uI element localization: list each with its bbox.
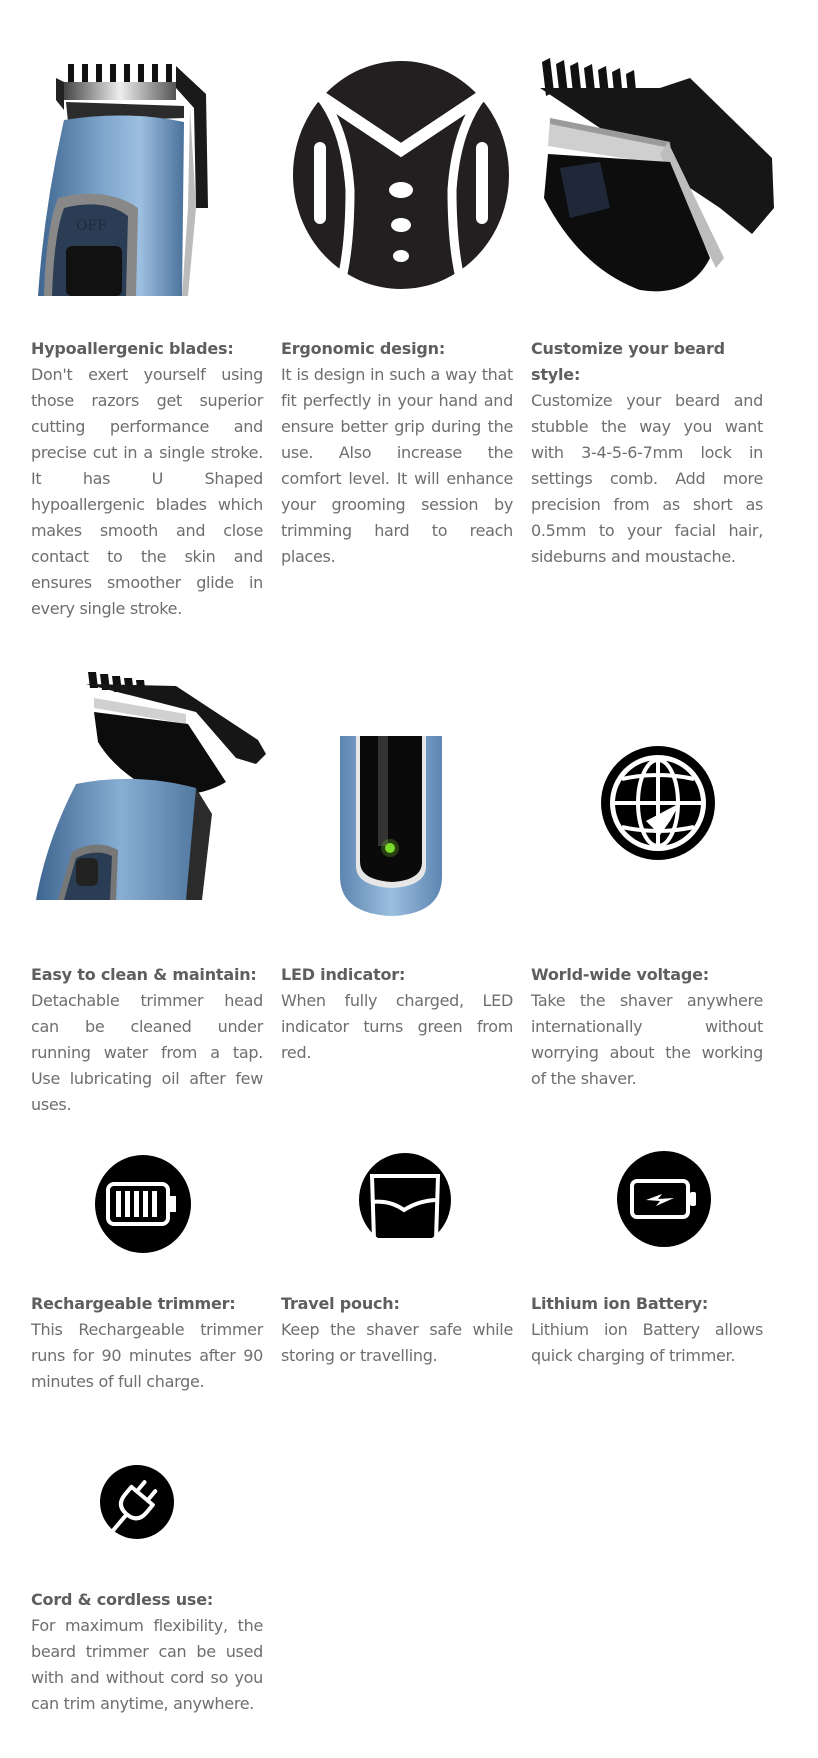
feature-title: Hypoallergenic blades: — [31, 339, 234, 358]
feature-title: Travel pouch: — [281, 1294, 400, 1313]
feature-description: Keep the shaver safe while storing or travelling. — [281, 1320, 513, 1365]
feature-description: For maximum flexibility, the beard trimmer can be used with and without cord so you can trim anytime, anywhere. — [31, 1616, 263, 1713]
battery-charging-icon — [616, 1150, 712, 1248]
pouch-icon — [358, 1152, 452, 1248]
battery-full-icon — [94, 1154, 192, 1254]
globe-icon — [600, 745, 720, 863]
feature-title: Rechargeable trimmer: — [31, 1294, 236, 1313]
feature-title: Ergonomic design: — [281, 339, 446, 358]
led-indicator-image — [338, 736, 444, 916]
feature-title: World-wide voltage: — [531, 965, 709, 984]
off-switch-label: OFF — [76, 218, 107, 234]
feature-description: When fully charged, LED indicator turns green from red. — [281, 991, 513, 1062]
feature-cord-cordless — [31, 1587, 263, 1717]
feature-title: Customize your beard style: — [531, 339, 725, 384]
detachable-head-image — [36, 672, 266, 900]
feature-description: Don't exert yourself using those razors get superior cutting performance and precise cut in a single stroke. It has U Shaped hypoallergenic blades which makes smooth and close contact to the skin and ensures smoother glide in every single stroke. — [31, 365, 263, 618]
feature-description: Lithium ion Battery allows quick charging of trimmer. — [531, 1320, 763, 1365]
feature-led-indicator — [281, 962, 513, 1066]
feature-description: It is design in such a way that fit perfectly in your hand and ensure better grip during the use. Also increase the comfort level. It will enhance your grooming session by trimming hard to reach places. — [281, 365, 513, 566]
feature-hypoallergenic-blades — [31, 336, 263, 622]
feature-ergonomic-design — [281, 336, 513, 570]
feature-description: Take the shaver anywhere internationally without worrying about the working of the shaver. — [531, 991, 763, 1088]
feature-world-wide-voltage — [531, 962, 763, 1092]
ergonomic-grip-icon — [290, 60, 512, 290]
feature-easy-clean — [31, 962, 263, 1118]
feature-title: LED indicator: — [281, 965, 406, 984]
feature-title: Easy to clean & maintain: — [31, 965, 257, 984]
feature-description: This Rechargeable trimmer runs for 90 minutes after 90 minutes of full charge. — [31, 1320, 263, 1391]
feature-lithium-ion-battery — [531, 1291, 763, 1369]
feature-rechargeable-trimmer — [31, 1291, 263, 1395]
feature-description: Customize your beard and stubble the way you want with 3-4-5-6-7mm lock in settings comb. Add more precision from as short as 0.5mm to your facial hair, sideburns and moustache. — [531, 391, 763, 566]
plug-icon — [99, 1464, 175, 1540]
feature-customize-beard — [531, 336, 763, 570]
trimmer-blade-closeup-image — [36, 58, 266, 296]
comb-attachment-image — [540, 58, 780, 294]
feature-title: Cord & cordless use: — [31, 1590, 214, 1609]
feature-description: Detachable trimmer head can be cleaned under running water from a tap. Use lubricating oil after few uses. — [31, 991, 263, 1114]
feature-title: Lithium ion Battery: — [531, 1294, 709, 1313]
feature-travel-pouch — [281, 1291, 513, 1369]
